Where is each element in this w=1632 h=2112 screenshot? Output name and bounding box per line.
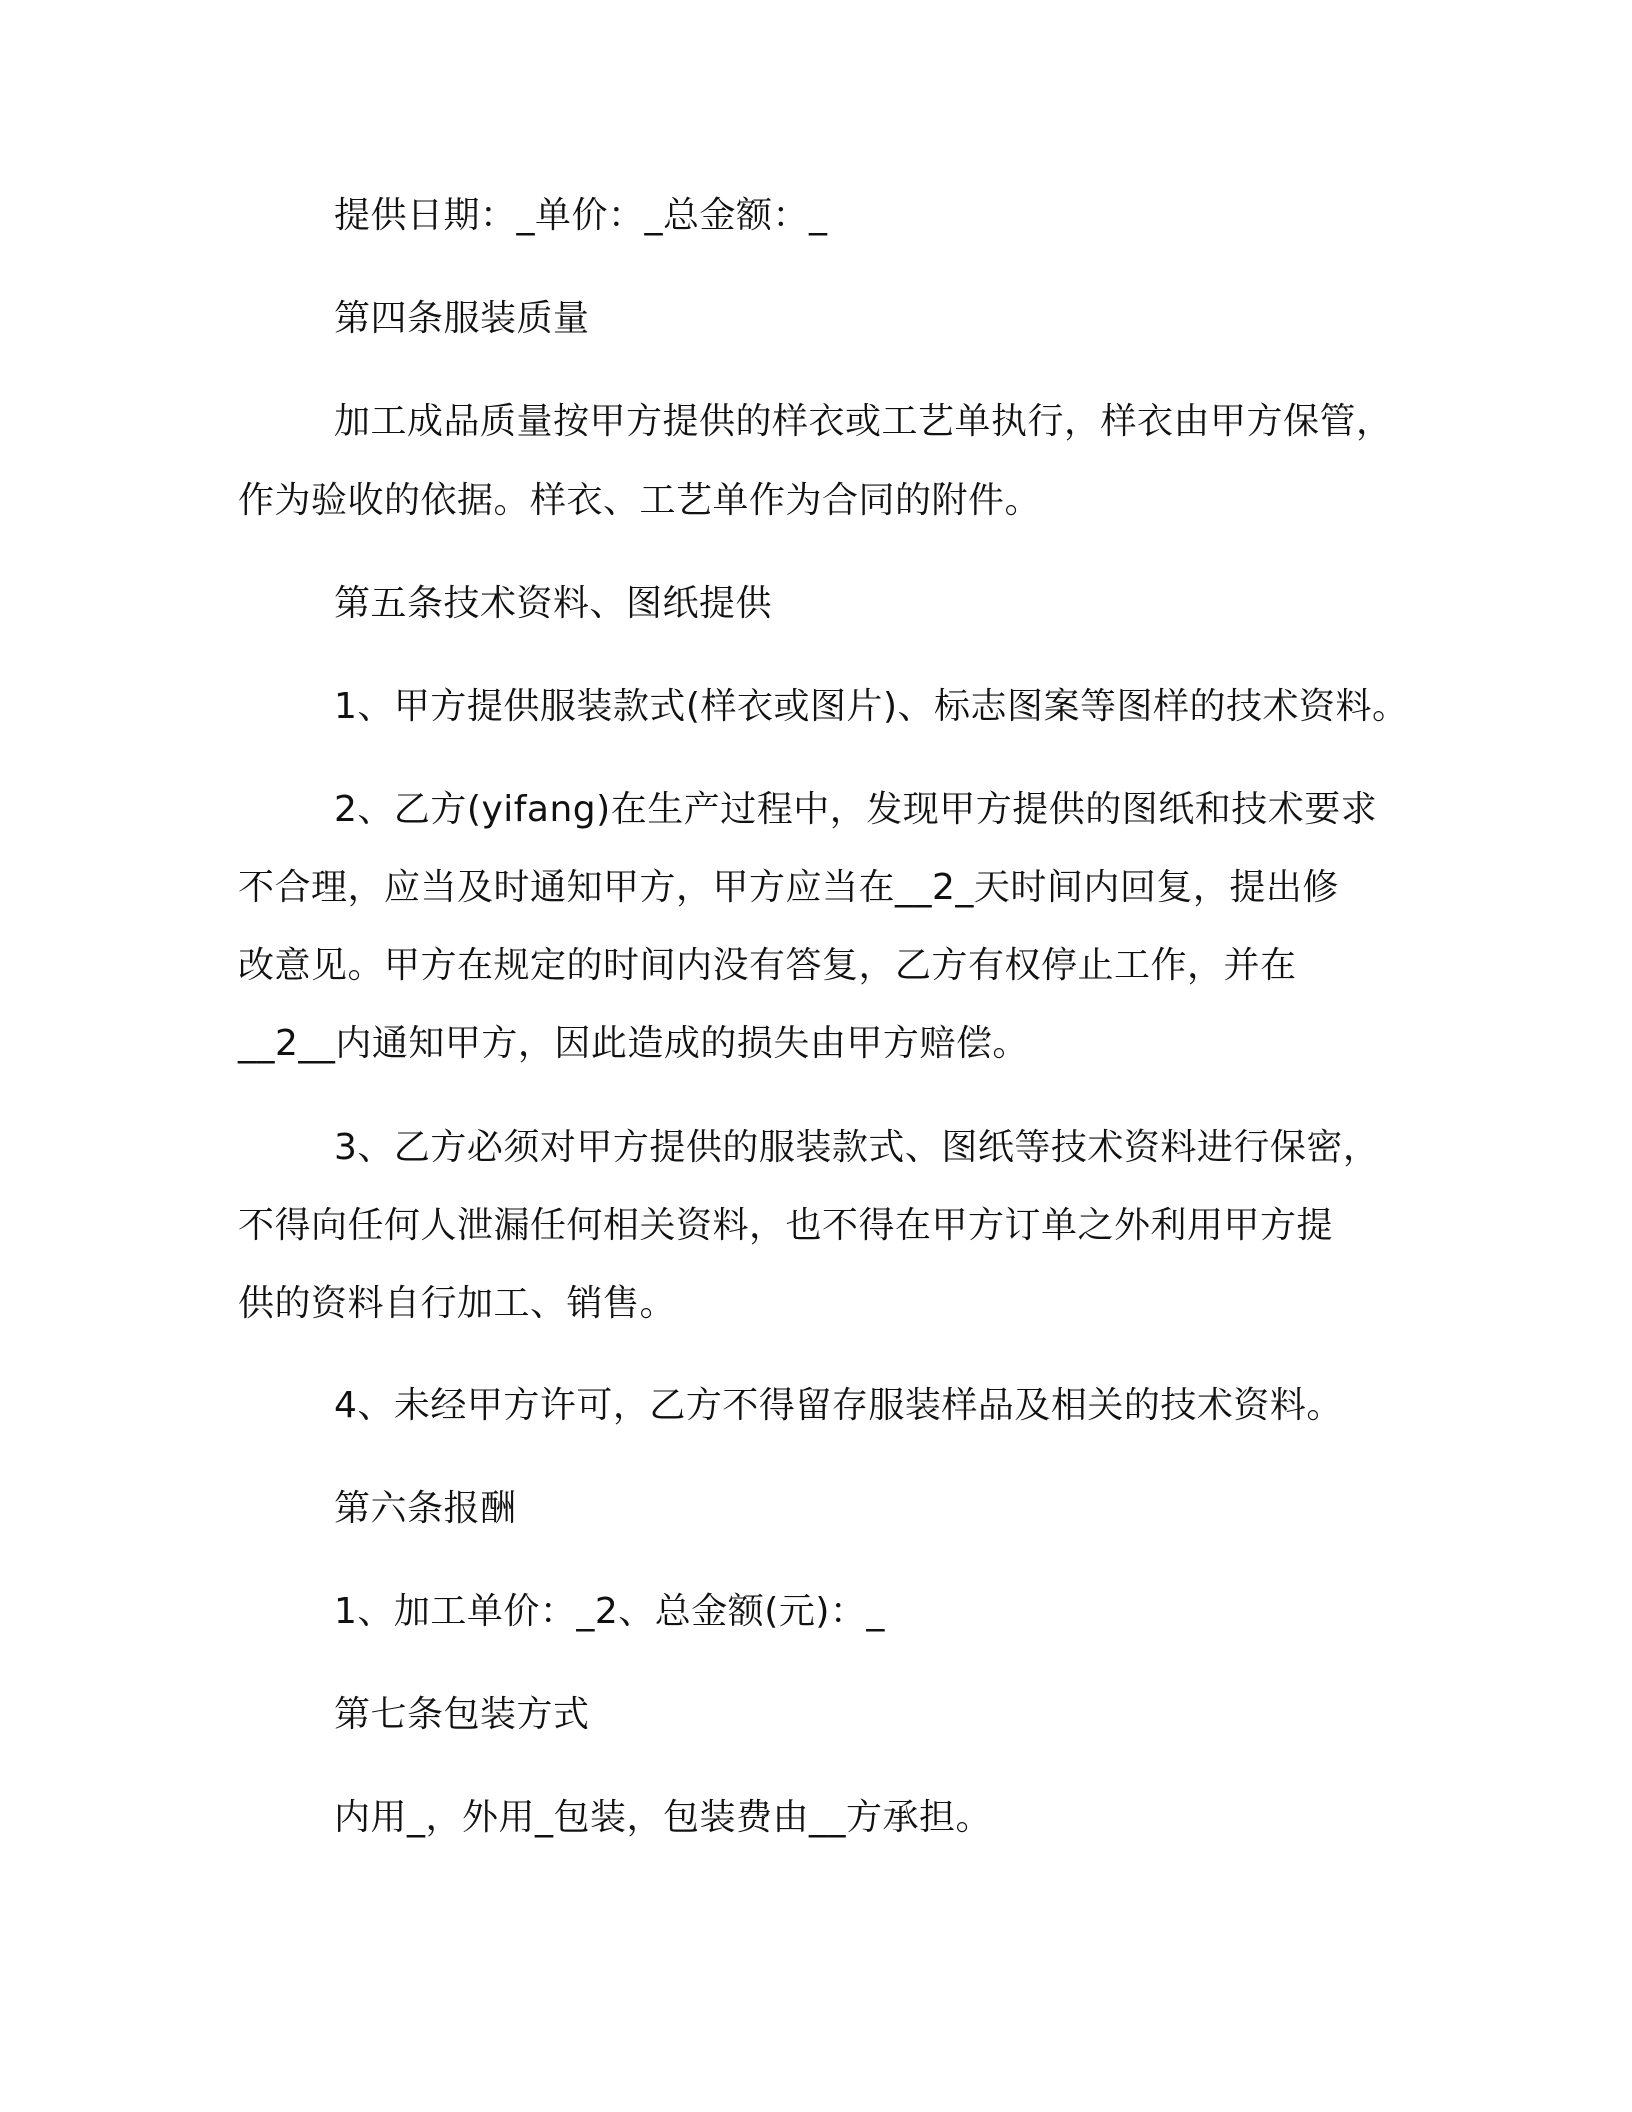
article-7-heading: 第七条包装方式 bbox=[334, 1694, 590, 1735]
article-5-item-3-line-3: 供的资料自行加工、销售。 bbox=[238, 1283, 677, 1324]
article-5-heading: 第五条技术资料、图纸提供 bbox=[334, 583, 773, 624]
article-6-heading: 第六条报酬 bbox=[334, 1488, 517, 1529]
article-5-item-2-line-3: 改意见。甲方在规定的时间内没有答复，乙方有权停止工作，并在 bbox=[238, 945, 1297, 986]
article-5-item-2-line-2: 不合理，应当及时通知甲方，甲方应当在__2_天时间内回复，提出修 bbox=[238, 867, 1339, 908]
article-5-item-3-line-2: 不得向任何人泄漏任何相关资料，也不得在甲方订单之外利用甲方提 bbox=[238, 1205, 1334, 1246]
article-5-item-2-line-4: __2__内通知甲方，因此造成的损失由甲方赔偿。 bbox=[238, 1023, 1029, 1064]
article-5-item-3-line-1: 3、乙方必须对甲方提供的服装款式、图纸等技术资料进行保密， bbox=[334, 1127, 1380, 1168]
article-5-item-1: 1、甲方提供服装款式(样衣或图片)、标志图案等图样的技术资料。 bbox=[334, 686, 1409, 727]
article-6-remuneration-line: 1、加工单价：_2、总金额(元)：_ bbox=[334, 1591, 885, 1632]
article-5-item-4: 4、未经甲方许可，乙方不得留存服装样品及相关的技术资料。 bbox=[334, 1385, 1343, 1426]
supply-date-price-total-line: 提供日期：_单价：_总金额：_ bbox=[334, 195, 828, 236]
article-4-paragraph-line-2: 作为验收的依据。样衣、工艺单作为合同的附件。 bbox=[238, 480, 1042, 521]
article-7-packaging-line: 内用_，外用_包装，包装费由__方承担。 bbox=[334, 1797, 993, 1838]
article-4-heading: 第四条服装质量 bbox=[334, 298, 590, 339]
article-4-paragraph-line-1: 加工成品质量按甲方提供的样衣或工艺单执行，样衣由甲方保管， bbox=[334, 401, 1393, 442]
article-5-item-2-line-1: 2、乙方(yifang)在生产过程中，发现甲方提供的图纸和技术要求 bbox=[334, 789, 1378, 830]
